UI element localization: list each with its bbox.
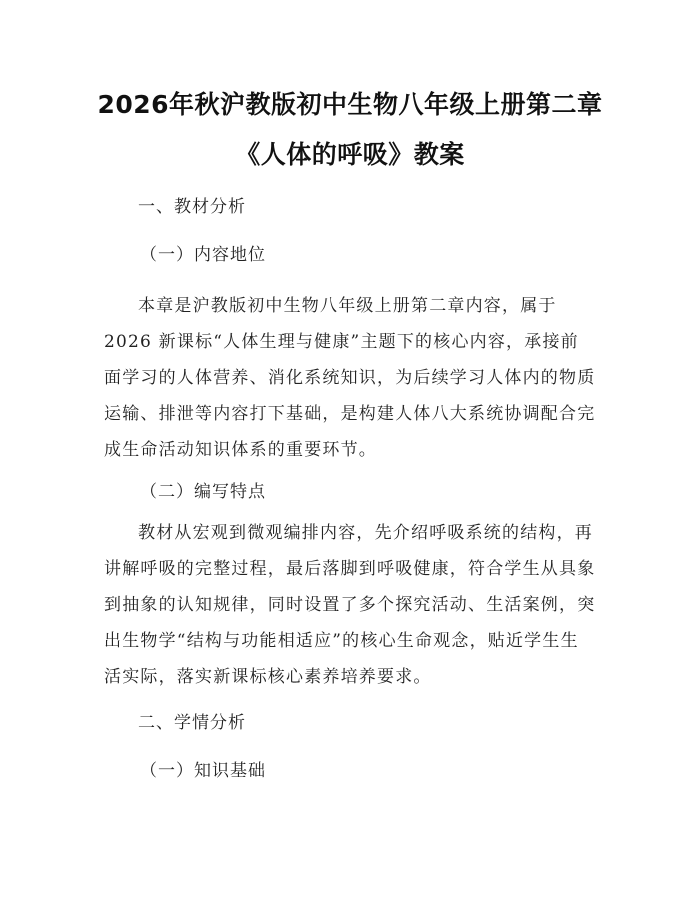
paragraph-line: 出生物学“结构与功能相适应”的核心生命观念，贴近学生生 bbox=[104, 631, 579, 651]
paragraph-line: 活实际，落实新课标核心素养培养要求。 bbox=[104, 667, 432, 687]
paragraph-line: 面学习的人体营养、消化系统知识，为后续学习人体内的物质 bbox=[104, 368, 596, 388]
document-title-line-1: 2026年秋沪教版初中生物八年级上册第二章 bbox=[97, 90, 603, 119]
paragraph-writing-features bbox=[104, 515, 604, 695]
document-title-line-2: 《人体的呼吸》教案 bbox=[235, 140, 465, 169]
paragraph-line: 到抽象的认知规律，同时设置了多个探究活动、生活案例，突 bbox=[104, 595, 596, 615]
subsection-heading-content-position: （一）内容地位 bbox=[140, 245, 266, 265]
subsection-heading-writing-features: （二）编写特点 bbox=[140, 482, 266, 502]
paragraph-line: 本章是沪教版初中生物八年级上册第二章内容，属于 bbox=[138, 296, 557, 316]
paragraph-line: 运输、排泄等内容打下基础，是构建人体八大系统协调配合完 bbox=[104, 404, 596, 424]
paragraph-line: 2026 新课标“人体生理与健康”主题下的核心内容，承接前 bbox=[104, 332, 579, 352]
paragraph-content-position bbox=[104, 288, 604, 468]
paragraph-line: 成生命活动知识体系的重要环节。 bbox=[104, 440, 377, 460]
paragraph-line: 讲解呼吸的完整过程，最后落脚到呼吸健康，符合学生从具象 bbox=[104, 559, 596, 579]
subsection-heading-knowledge-base: （一）知识基础 bbox=[140, 761, 266, 781]
paragraph-line: 教材从宏观到微观编排内容，先介绍呼吸系统的结构，再 bbox=[138, 523, 593, 543]
section-heading-textbook-analysis: 一、教材分析 bbox=[138, 197, 246, 217]
section-heading-learner-analysis: 二、学情分析 bbox=[138, 713, 246, 733]
